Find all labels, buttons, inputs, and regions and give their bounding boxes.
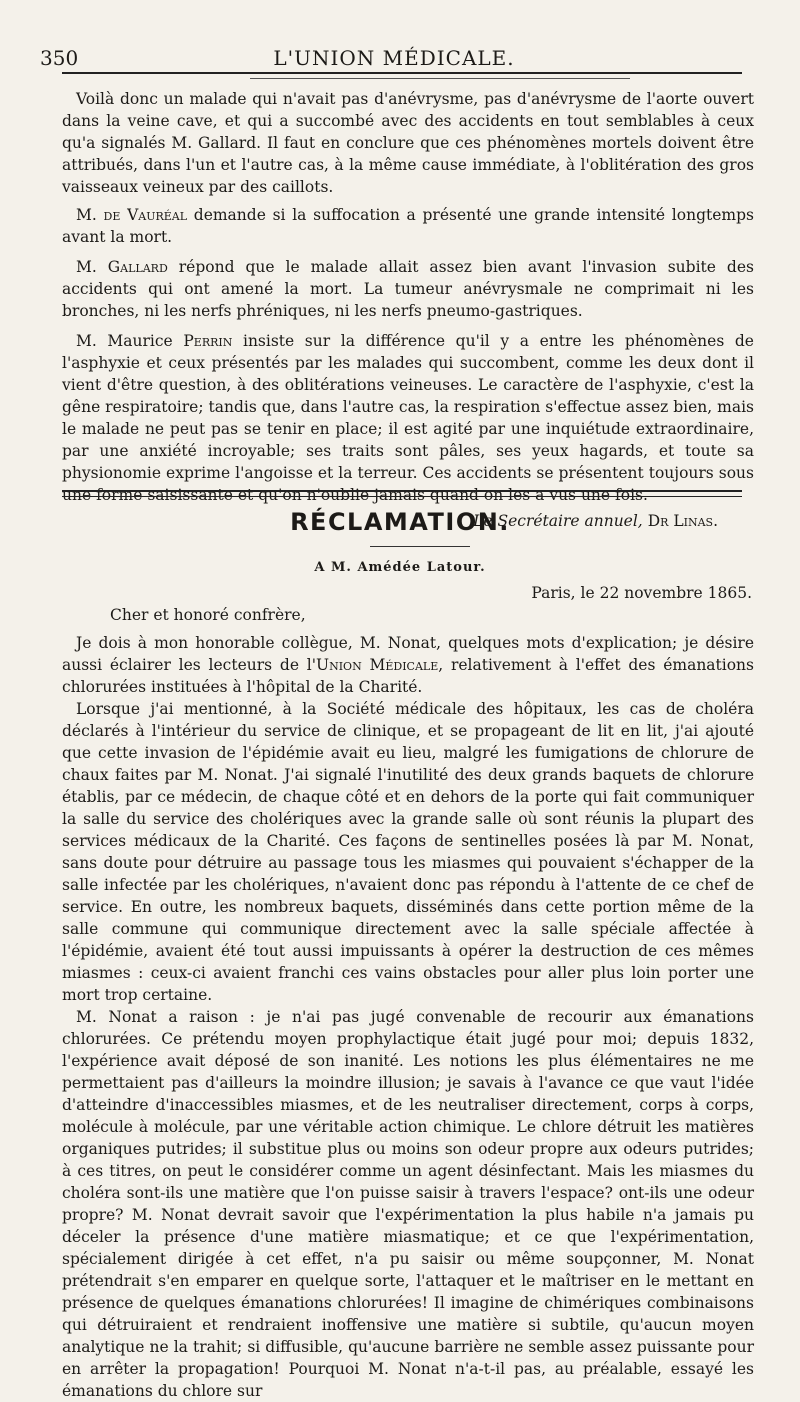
- paragraph-conclusion: Voilà donc un malade qui n'avait pas d'anévrysme, pas d'anévrysme de l'aorte ouvert dans la veine cave, et qui a succombé avec des accidents en tout semblables à ceux qu'a signalés M. Gallard. Il faut en conclure que ces phénomènes mortels doivent être attribués, dans l'un et l'autre cas, à la même cause immédiate, à l'oblitération des gros vaisseaux veineux par des caillots.: [62, 90, 754, 196]
- header-subrule: [250, 78, 630, 79]
- journal-name: Union Médicale: [316, 656, 439, 674]
- paragraph-text: répond que le malade allait assez bien avant l'invasion subite des accidents qui ont amené la mort. La tumeur anévrysmale ne comprimait ni les bronches, ni les nerfs phréniques, ni les nerfs pneumo-gastriques.: [62, 258, 754, 320]
- discussion-section: [62, 88, 754, 532]
- signature-name: Dr Linas.: [647, 512, 718, 530]
- letter-body: [62, 632, 754, 1402]
- speaker-name: M. Gallard: [76, 258, 168, 276]
- speaker-name: Perrin: [183, 332, 233, 350]
- speaker-name: M. de Vauréal: [76, 206, 188, 224]
- signature-role: Le Secrétaire annuel,: [473, 512, 643, 530]
- letter-paragraph-3: M. Nonat a raison : je n'ai pas jugé convenable de recourir aux émanations chlorurées. Ce prétendu moyen prophylactique était jugé pour moi; depuis 1832, l'expérience avait déposé de son inanité. Les notions les plus élémentaires ne me permettaient pas d'ailleurs la moindre illusion; je savais à l'avance ce que vaut l'idée d'atteindre d'inaccessibles miasmes, et de les neutraliser directement, corps à corps, molécule à molécule, par une véritable action chimique. Le chlore détruit les matières organiques putrides; il substitue plus ou moins son odeur propre aux odeurs putrides; à ces titres, on peut le considérer comme un agent désinfectant. Mais les miasmes du choléra sont-ils une matière que l'on puisse saisir à travers l'espace? ont-ils une odeur propre? M. Nonat devrait savoir que l'expérimentation la plus habile n'a jamais pu déceler la présence d'une matière miasmatique; et ce que l'expérimentation, spécialement dirigée à cet effet, n'a pu saisir ou même soupçonner, M. Nonat prétendrait s'en emparer en quelque sorte, l'attaquer et le maîtriser en le mettant en présence de quelques émanations chlorurées! Il imagine de chimériques combinaisons qui détruiraient et rendraient inoffensive une matière si subtile, qu'aucun moyen analytique ne la trahit; si diffusible, qu'aucune barrière ne semble assez puissante pour en arrêter la propagation! Pourquoi M. Nonat n'a-t-il pas, au préalable, essayé les émanations du chlore sur: [62, 1008, 754, 1400]
- paragraph-gallard: [62, 256, 754, 322]
- title-rule: [370, 546, 470, 547]
- speaker-prefix: M. Maurice: [76, 332, 173, 350]
- letter-salutation: Cher et honoré confrère,: [110, 606, 306, 624]
- letter-dateline: Paris, le 22 novembre 1865.: [531, 584, 752, 602]
- header-rule: [62, 72, 742, 74]
- section-divider: [62, 490, 742, 497]
- page-number: 350: [40, 46, 79, 70]
- paragraph-perrin: [62, 330, 754, 506]
- paragraph-text: demande si la suffocation a présenté une grande intensité longtemps avant la mort.: [62, 206, 754, 246]
- letter-paragraph-2: Lorsque j'ai mentionné, à la Société médicale des hôpitaux, les cas de choléra déclarés à l'intérieur du service de clinique, et se propageant de lit en lit, j'ai ajouté que cette invasion de l'épidémie avait eu lieu, malgré les fumigations de chlorure de chaux faites par M. Nonat. J'ai signalé l'inutilité des deux grands baquets de chlorure établis, par ce médecin, de chaque côté et en dehors de la porte qui fait communiquer la salle du service des cholériques avec la grande salle où sont réunis la plupart des services médicaux de la Charité. Ces façons de sentinelles posées là par M. Nonat, sans doute pour détruire au passage tous les miasmes qui pouvaient s'échapper de la salle infectée par les cholériques, n'avaient donc pas répondu à l'attente de ce chef de service. En outre, les nombreux baquets, disséminés dans cette portion même de la salle commune qui communique directement avec la salle spéciale affectée à l'épidémie, avaient été tout aussi impuissants à opérer la destruction de ces mêmes miasmes : ceux-ci avaient franchi ces vains obstacles pour aller plus loin porter une mort trop certaine.: [62, 700, 754, 1004]
- letter-addressee: A M. Amédée Latour.: [314, 560, 486, 575]
- page-header: [40, 40, 748, 80]
- paragraph-text: insiste sur la différence qu'il y a entre les phénomènes de l'asphyxie et ceux présentés par les malades qui succombent, comme les deux dont il vient d'être question, à des oblitérations veineuses. Le caractère de l'asphyxie, c'est la gêne respiratoire; tandis que, dans l'autre cas, la respiration s'effectue assez bien, mais le malade ne peut pas se tenir en place; il est agité par une inquiétude extraordinaire, par une anxiété incroyable; ses traits sont pâles, ses yeux hagards, et toute sa physionomie exprime l'angoisse et la terreur. Ces accidents se présentent toujours sous une forme saisissante et qu'on n'oublie jamais quand on les a vus une fois.: [62, 332, 754, 504]
- letter-paragraph-1: [62, 632, 754, 698]
- paragraph-vaureal: [62, 204, 754, 248]
- letter-text: Je dois à mon honorable collègue, M. Nonat, quelques mots d'explication; je désire aussi éclairer les lecteurs de l': [62, 634, 754, 674]
- letter-text: , relativement à l'effet des émanations chlorurées instituées à l'hôpital de la Charité.: [62, 656, 754, 696]
- running-title: L'UNION MÉDICALE.: [273, 46, 515, 70]
- section-title: RÉCLAMATION.: [290, 508, 510, 536]
